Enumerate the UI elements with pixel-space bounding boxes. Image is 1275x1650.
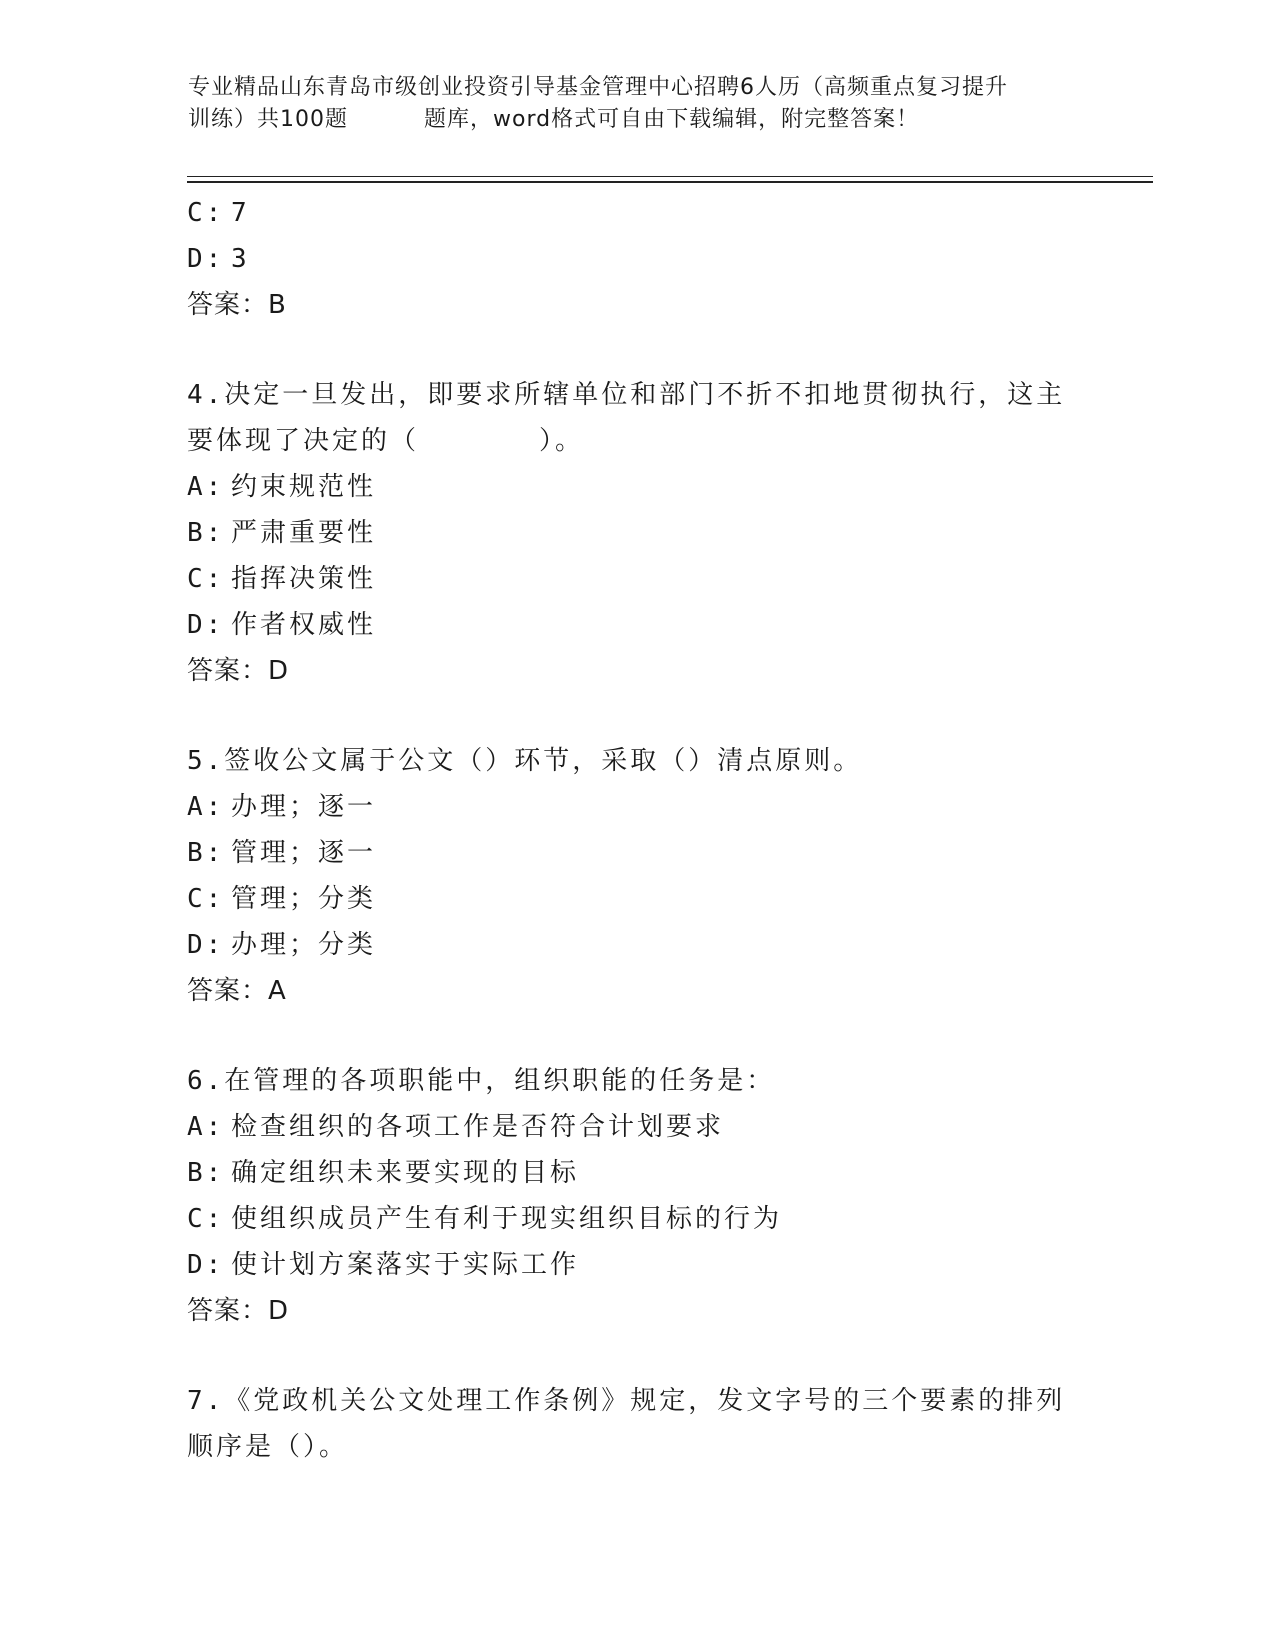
question-text: 7.《党政机关公文处理工作条例》规定，发文字号的三个要素的排列 xyxy=(187,1386,1066,1416)
answer: 答案：D xyxy=(187,656,290,686)
question-text: 6.在管理的各项职能中，组织职能的任务是： xyxy=(187,1066,776,1096)
question-6 xyxy=(187,1058,1087,1334)
answer: 答案：A xyxy=(187,976,287,1006)
option-d: D: 3 xyxy=(187,244,250,274)
option-b: B: 管理；逐一 xyxy=(187,838,377,868)
question-4 xyxy=(187,372,1087,694)
answer: 答案：D xyxy=(187,1296,290,1326)
question-7 xyxy=(187,1378,1087,1470)
option-b: B: 确定组织未来要实现的目标 xyxy=(187,1158,580,1188)
question-text-cont: 要体现了决定的（ ）。 xyxy=(187,426,585,456)
question-text: 5.签收公文属于公文（）环节，采取（）清点原则。 xyxy=(187,746,863,776)
header-line-2 xyxy=(188,104,1088,136)
option-b: B: 严肃重要性 xyxy=(187,518,377,548)
question-text-cont: 顺序是（）。 xyxy=(187,1432,349,1462)
question-text: 4.决定一旦发出，即要求所辖单位和部门不折不扣地贯彻执行，这主 xyxy=(187,380,1066,410)
question-3-tail xyxy=(187,190,1087,328)
document-header xyxy=(188,72,1088,136)
option-a: A: 办理；逐一 xyxy=(187,792,377,822)
header-line-2-left: 训练）共100题 xyxy=(188,107,348,132)
option-c: C: 管理；分类 xyxy=(187,884,377,914)
header-divider-thick xyxy=(187,181,1153,183)
option-c: C: 使组织成员产生有利于现实组织目标的行为 xyxy=(187,1204,783,1234)
option-d: D: 使计划方案落实于实际工作 xyxy=(187,1250,580,1280)
option-d: D: 办理；分类 xyxy=(187,930,377,960)
header-line-1: 专业精品山东青岛市级创业投资引导基金管理中心招聘6人历（高频重点复习提升 xyxy=(188,75,1008,100)
header-divider-thin xyxy=(187,176,1153,177)
option-c: C: 指挥决策性 xyxy=(187,564,377,594)
answer: 答案：B xyxy=(187,290,287,320)
header-line-2-right: 题库，word格式可自由下载编辑，附完整答案！ xyxy=(424,107,920,132)
option-c: C: 7 xyxy=(187,198,250,228)
option-a: A: 检查组织的各项工作是否符合计划要求 xyxy=(187,1112,725,1142)
option-d: D: 作者权威性 xyxy=(187,610,377,640)
question-content xyxy=(187,190,1087,1470)
question-5 xyxy=(187,738,1087,1014)
option-a: A: 约束规范性 xyxy=(187,472,377,502)
